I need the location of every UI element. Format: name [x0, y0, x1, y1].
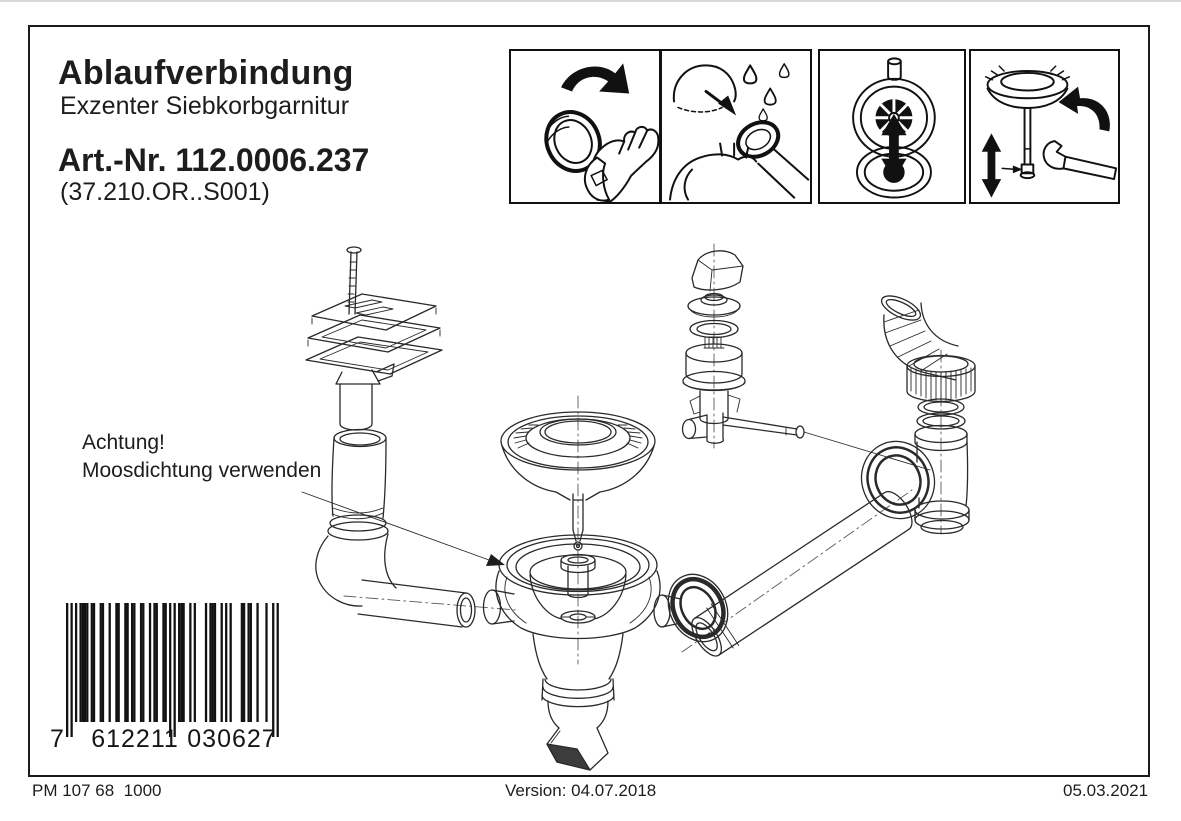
- adjust-plug-wrench-icon: [971, 51, 1118, 202]
- product-subtitle: Exzenter Siebkorbgarnitur: [60, 92, 350, 120]
- caution-line1: Achtung!: [82, 431, 165, 454]
- caution-note: [82, 429, 321, 484]
- moisten-seal-icon: [662, 51, 810, 202]
- barcode-digits-right: 030627: [187, 725, 277, 753]
- revision-date: 05.03.2021: [1063, 781, 1149, 800]
- unscrew-ring-nut-icon: [511, 51, 659, 202]
- pictogram-box-1-2: [509, 49, 812, 204]
- pictogram-box-4: [969, 49, 1120, 204]
- print-code: PM 107 68 1000: [32, 781, 162, 800]
- variant-code: (37.210.OR..S001): [60, 178, 270, 206]
- barcode-digits-left: 612211: [91, 725, 179, 753]
- version-date: Version: 04.07.2018: [505, 781, 657, 800]
- caution-line2: Moosdichtung verwenden: [82, 458, 322, 482]
- product-title: Ablaufverbindung: [58, 54, 354, 92]
- insert-strainer-icon: [820, 51, 964, 202]
- scan-artifact-edge: [0, 0, 1181, 2]
- article-number: Art.-Nr. 112.0006.237: [58, 142, 370, 178]
- pictogram-box-3: [818, 49, 966, 204]
- ean13-barcode: [44, 598, 294, 758]
- barcode-bars: [44, 598, 284, 743]
- barcode-digit-first: 7: [50, 725, 65, 753]
